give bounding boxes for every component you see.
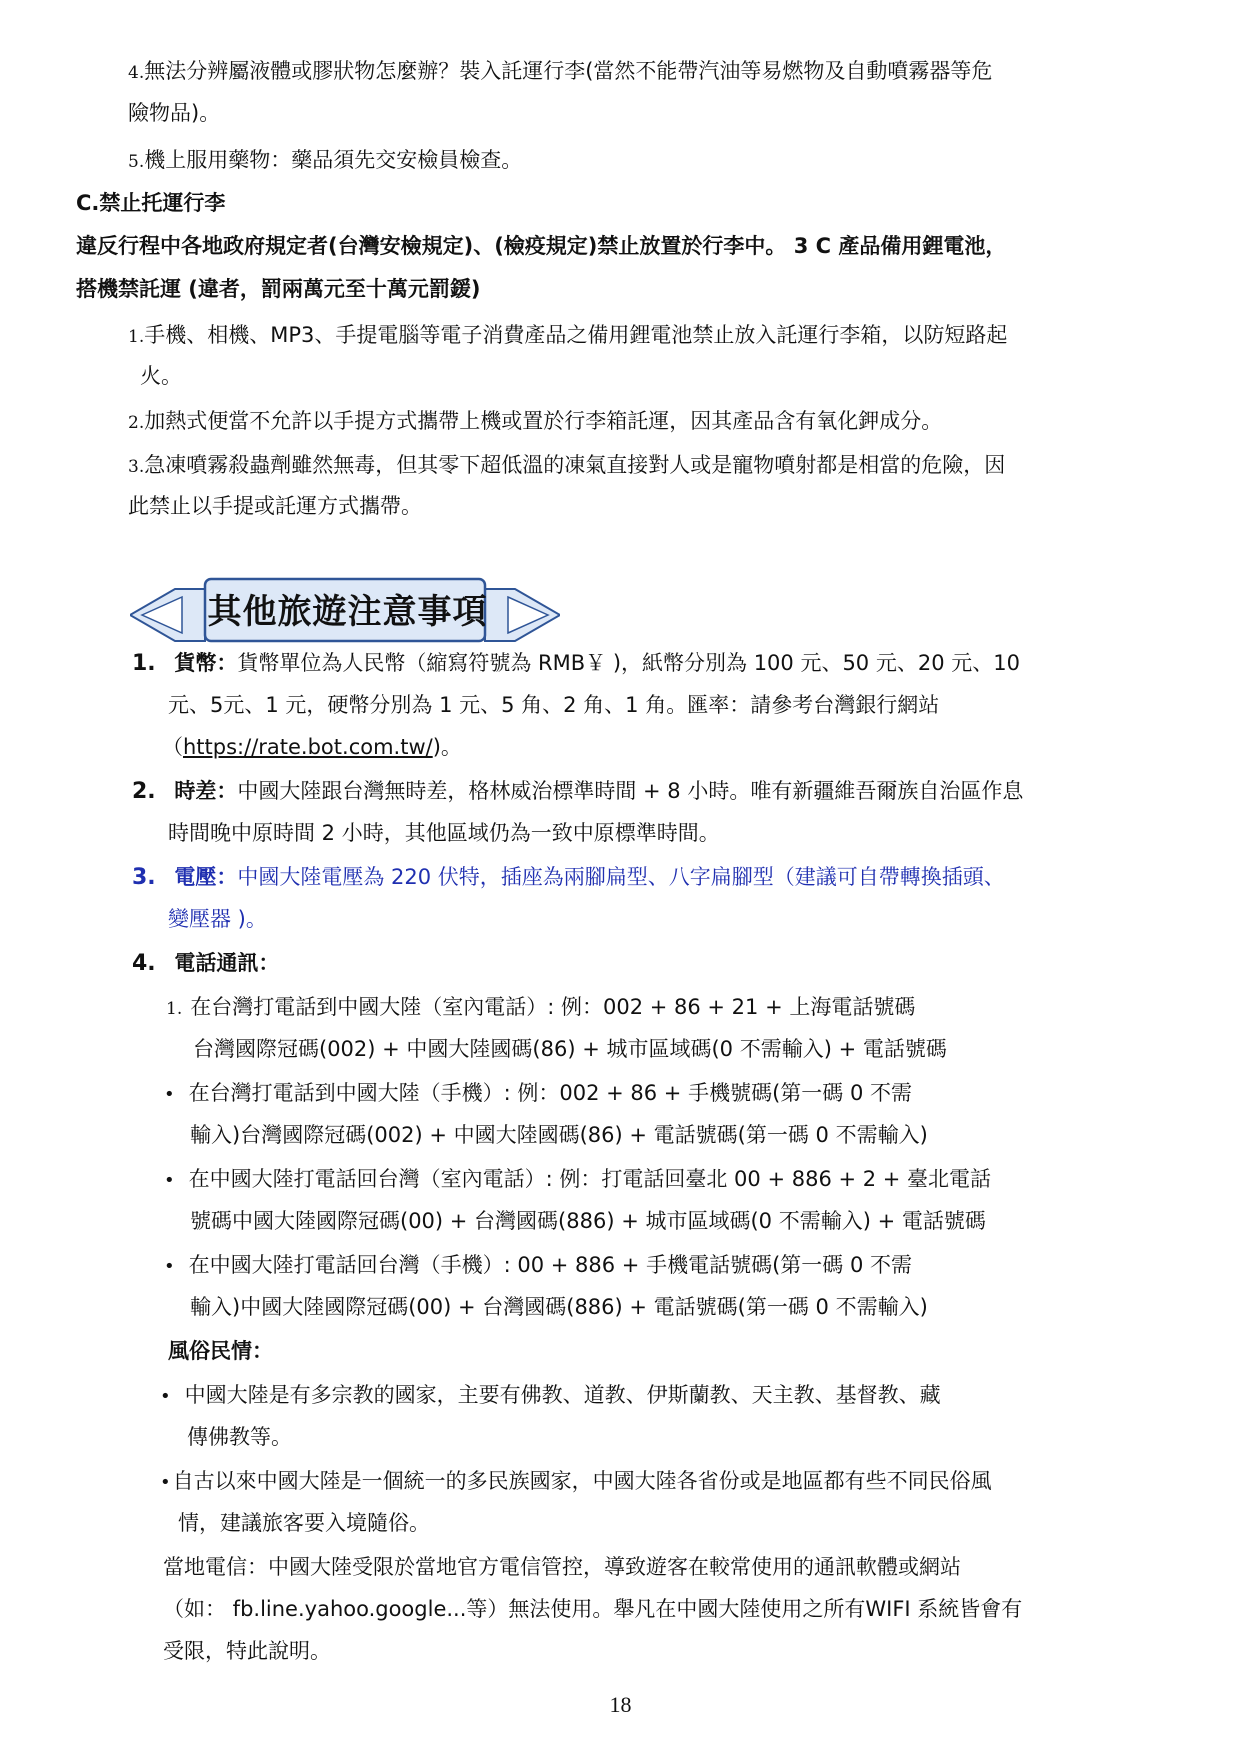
phone-cn-to-tw-mobile	[164, 1250, 912, 1282]
item-label: 時差：	[174, 779, 238, 803]
liquid-item	[128, 56, 992, 88]
list-number: 1.	[132, 651, 156, 676]
item-label: 電話通訊：	[174, 951, 280, 975]
item-number: 5.	[128, 152, 145, 172]
bullet-icon: •	[160, 1472, 171, 1493]
bank-rate-link[interactable]: https://rate.bot.com.tw/	[183, 735, 433, 759]
item-text: 加熱式便當不允許以手提方式攜帶上機或置於行李箱託運，因其產品含有氧化鉀成分。	[144, 409, 943, 433]
item-text: 機上服用藥物：藥品須先交安檢員檢查。	[144, 148, 523, 172]
voltage-item-cont: 變壓器 )。	[168, 907, 267, 931]
paren-close: )。	[432, 735, 462, 759]
phone-cn-to-tw-landline	[164, 1164, 991, 1196]
currency-item-cont: 元、5元、1 元，硬幣分別為 1 元、5 角、2 角、1 角。匯率：請參考台灣銀行網站	[168, 693, 940, 717]
section-c-rule-line1: 違反行程中各地政府規定者(台灣安檢規定)、(檢疫規定)禁止放置於行李中。 3 C 產品備用鋰電池，	[76, 234, 1007, 258]
item-text: 手機、相機、MP3、手提電腦等電子消費產品之備用鋰電池禁止放入託運行李箱，以防短路起	[144, 323, 1008, 347]
phone-tw-to-cn-mobile	[164, 1078, 912, 1110]
battery-item-cont: 火。	[140, 364, 182, 388]
bullet-icon: •	[164, 1256, 175, 1277]
customs-heading: 風俗民情：	[168, 1339, 273, 1363]
item-label: 貨幣：	[174, 651, 238, 675]
currency-item	[132, 648, 1020, 679]
section-c-rule-line2: 搭機禁託運 (違者，罰兩萬元至十萬元罰鍰)	[76, 277, 481, 301]
voltage-item	[132, 862, 1005, 893]
item-number: 1.	[166, 999, 183, 1019]
battery-item	[128, 320, 1007, 352]
bullet-icon: •	[164, 1170, 175, 1191]
telecom-note-line2: （如： fb.line.yahoo.google...等）無法使用。舉凡在中國大陸使用之所有WIFI 系統皆會有	[163, 1597, 1023, 1621]
liquid-item-cont: 險物品)。	[128, 101, 221, 125]
medicine-item	[128, 145, 522, 177]
heated-bento-item	[128, 406, 942, 438]
list-number: 3.	[132, 865, 156, 890]
phone-tw-to-cn-landline-cont: 台灣國際冠碼(002) + 中國大陸國碼(86) + 城市區域碼(0 不需輸入) + 電話號碼	[193, 1037, 947, 1061]
section-c-heading: C.禁止托運行李	[76, 191, 226, 215]
currency-item-link-line	[162, 732, 462, 762]
list-number: 2.	[132, 779, 156, 804]
phone-cn-to-tw-mobile-cont: 輸入)中國大陸國際冠碼(00) + 台灣國碼(886) + 電話號碼(第一碼 0 不需輸入)	[190, 1295, 928, 1319]
paren-open: （	[162, 735, 183, 759]
item-text: 在中國大陸打電話回台灣（室內電話）: 例：打電話回臺北 00 + 886 + 2 + 臺北電話	[188, 1167, 992, 1191]
bullet-icon: •	[160, 1386, 171, 1407]
phone-cn-to-tw-landline-cont: 號碼中國大陸國際冠碼(00) + 台灣國碼(886) + 城市區域碼(0 不需輸入) + 電話號碼	[190, 1209, 986, 1233]
item-text: 中國大陸跟台灣無時差，格林威治標準時間 + 8 小時。唯有新疆維吾爾族自治區作息	[237, 779, 1024, 803]
banner-title: 其他旅遊注意事項	[207, 592, 488, 632]
item-text: 貨幣單位為人民幣（縮寫符號為 RMB￥ )，紙幣分別為 100 元、50 元、20 元、10	[237, 651, 1020, 675]
item-number: 2.	[128, 413, 145, 433]
item-text: 在台灣打電話到中國大陸（室內電話）: 例：002 + 86 + 21 + 上海電話號碼	[190, 995, 916, 1019]
timezone-item	[132, 776, 1023, 807]
item-label: 電壓：	[174, 865, 238, 889]
item-text: 中國大陸是有多宗教的國家，主要有佛教、道教、伊斯蘭教、天主教、基督教、藏	[184, 1383, 941, 1407]
phone-tw-to-cn-mobile-cont: 輸入)台灣國際冠碼(002) + 中國大陸國碼(86) + 電話號碼(第一碼 0 不需輸入)	[190, 1123, 928, 1147]
item-number: 1.	[128, 327, 145, 347]
item-text: 中國大陸電壓為 220 伏特，插座為兩腳扁型、八字扁腳型（建議可自帶轉換插頭、	[237, 865, 1005, 889]
item-text: 在中國大陸打電話回台灣（手機）: 00 + 886 + 手機電話號碼(第一碼 0 不需	[188, 1253, 912, 1277]
telecom-note-line3: 受限，特此說明。	[163, 1639, 331, 1663]
item-number: 3.	[128, 457, 145, 477]
timezone-item-cont: 時間晚中原時間 2 小時，其他區域仍為一致中原標準時間。	[168, 821, 720, 845]
religion-item-cont: 傳佛教等。	[187, 1425, 292, 1449]
spray-item-cont: 此禁止以手提或託運方式攜帶。	[128, 494, 422, 518]
ethnic-item	[160, 1466, 992, 1498]
spray-item	[128, 450, 1005, 482]
item-text: 自古以來中國大陸是一個統一的多民族國家，中國大陸各省份或是地區都有些不同民俗風	[172, 1469, 992, 1493]
bullet-icon: •	[164, 1084, 175, 1105]
item-text: 急凍噴霧殺蟲劑雖然無毒，但其零下超低溫的凍氣直接對人或是寵物噴射都是相當的危險，因	[144, 453, 1006, 477]
ethnic-item-cont: 情，建議旅客要入境隨俗。	[178, 1511, 430, 1535]
page-number: 18	[609, 1692, 632, 1717]
telecom-item	[132, 948, 279, 979]
phone-tw-to-cn-landline	[166, 992, 915, 1024]
list-number: 4.	[132, 951, 156, 976]
religion-item	[160, 1380, 941, 1412]
item-text: 在台灣打電話到中國大陸（手機）: 例：002 + 86 + 手機號碼(第一碼 0 不需	[188, 1081, 912, 1105]
item-number: 4.	[128, 63, 145, 83]
item-text: 無法分辨屬液體或膠狀物怎麼辦？裝入託運行李(當然不能帶汽油等易燃物及自動噴霧器等危	[144, 59, 993, 83]
telecom-note-line1: 當地電信：中國大陸受限於當地官方電信管控，導致遊客在較常使用的通訊軟體或網站	[163, 1555, 961, 1579]
